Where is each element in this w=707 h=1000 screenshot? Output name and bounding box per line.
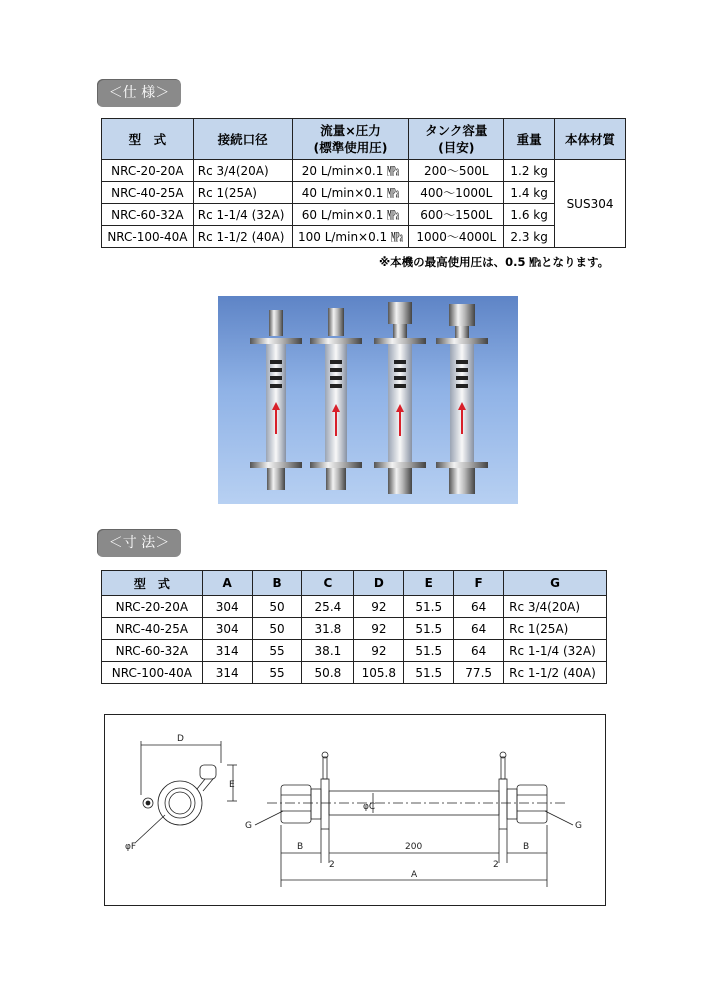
spec-header-tank-line2: (目安) (438, 140, 475, 155)
spec-cell: 600～1500L (409, 204, 504, 226)
label-2-left: 2 (329, 860, 335, 870)
spec-header-tank-line1: タンク容量 (425, 123, 488, 138)
label-b-right: B (523, 842, 530, 852)
dim-header-row (102, 571, 607, 596)
table-row (102, 226, 626, 248)
label-a: A (411, 870, 418, 880)
dim-header-f: F (454, 571, 504, 596)
dim-cell: 64 (454, 618, 504, 640)
table-row (102, 640, 607, 662)
spec-header-weight: 重量 (504, 119, 555, 160)
spec-cell: NRC-40-25A (102, 182, 194, 204)
label-e: E (229, 780, 235, 790)
dim-cell: Rc 1-1/2 (40A) (504, 662, 607, 684)
table-row (102, 662, 607, 684)
dimension-drawing-svg (105, 715, 605, 905)
dim-cell: NRC-100-40A (102, 662, 203, 684)
spec-material-cell: SUS304 (555, 160, 626, 248)
dimension-table (101, 570, 607, 684)
dim-cell: 77.5 (454, 662, 504, 684)
dim-cell: 51.5 (404, 640, 454, 662)
product-photo (218, 296, 518, 504)
spec-cell: Rc 1(25A) (193, 182, 292, 204)
flow-meter-units-illustration (218, 296, 518, 504)
label-c: φC (363, 802, 376, 812)
unit-2 (310, 308, 362, 490)
spec-header-flow-line1: 流量×圧力 (320, 123, 381, 138)
dim-cell: 64 (454, 640, 504, 662)
dim-cell: 31.8 (302, 618, 354, 640)
table-row (102, 596, 607, 618)
clamp-end-view (135, 741, 237, 843)
spec-header-flow (292, 119, 409, 160)
spec-header-material: 本体材質 (555, 119, 626, 160)
spec-cell: 1.2 kg (504, 160, 555, 182)
spec-header-port: 接続口径 (193, 119, 292, 160)
table-row (102, 204, 626, 226)
dim-header-b: B (252, 571, 302, 596)
dim-cell: 92 (354, 640, 404, 662)
dim-cell: 51.5 (404, 618, 454, 640)
dim-cell: 55 (252, 662, 302, 684)
table-row (102, 182, 626, 204)
spec-cell: Rc 1-1/4 (32A) (193, 204, 292, 226)
unit-3 (374, 302, 426, 494)
dim-cell: 50 (252, 618, 302, 640)
spec-header-row (102, 119, 626, 160)
table-row (102, 160, 626, 182)
spec-cell: NRC-60-32A (102, 204, 194, 226)
label-2-right: 2 (493, 860, 499, 870)
dim-cell: 314 (202, 640, 252, 662)
spec-header-tank (409, 119, 504, 160)
dim-cell: NRC-60-32A (102, 640, 203, 662)
unit-4 (436, 304, 488, 494)
dim-header-e: E (404, 571, 454, 596)
spec-cell: 400～1000L (409, 182, 504, 204)
dimension-drawing (104, 714, 606, 906)
label-g-right: G (575, 821, 582, 831)
dim-header-c: C (302, 571, 354, 596)
spec-header-flow-line2: (標準使用圧) (313, 140, 388, 155)
dim-cell: 50 (252, 596, 302, 618)
dim-cell: NRC-40-25A (102, 618, 203, 640)
spec-cell: 60 L/min×0.1 ㎫ (292, 204, 409, 226)
dimension-section-tab: ＜寸 法＞ (97, 529, 181, 557)
dim-cell: 51.5 (404, 596, 454, 618)
table-row (102, 618, 607, 640)
spec-cell: NRC-20-20A (102, 160, 194, 182)
dim-cell: 314 (202, 662, 252, 684)
dim-cell: 92 (354, 618, 404, 640)
dim-cell: 105.8 (354, 662, 404, 684)
dim-header-model: 型 式 (102, 571, 203, 596)
unit-1 (250, 310, 302, 490)
side-view (255, 752, 573, 887)
dim-cell: 64 (454, 596, 504, 618)
spec-cell: 1.4 kg (504, 182, 555, 204)
dim-cell: Rc 3/4(20A) (504, 596, 607, 618)
spec-cell: 100 L/min×0.1 ㎫ (292, 226, 409, 248)
dim-cell: NRC-20-20A (102, 596, 203, 618)
dim-cell: Rc 1(25A) (504, 618, 607, 640)
spec-header-model: 型 式 (102, 119, 194, 160)
dim-cell: 50.8 (302, 662, 354, 684)
dim-header-g: G (504, 571, 607, 596)
label-b-left: B (297, 842, 304, 852)
spec-cell: 2.3 kg (504, 226, 555, 248)
dim-cell: 304 (202, 596, 252, 618)
spec-table (101, 118, 626, 248)
spec-cell: Rc 3/4(20A) (193, 160, 292, 182)
dim-header-a: A (202, 571, 252, 596)
max-pressure-note: ※本機の最高使用圧は、0.5 ㎫となります。 (379, 255, 610, 269)
spec-cell: Rc 1-1/2 (40A) (193, 226, 292, 248)
dim-header-d: D (354, 571, 404, 596)
spec-cell: 20 L/min×0.1 ㎫ (292, 160, 409, 182)
dim-cell: 38.1 (302, 640, 354, 662)
dim-cell: 25.4 (302, 596, 354, 618)
label-f: φF (125, 842, 137, 852)
spec-cell: 200～500L (409, 160, 504, 182)
spec-section-tab: ＜仕 様＞ (97, 79, 181, 107)
label-d: D (177, 734, 184, 744)
dim-cell: Rc 1-1/4 (32A) (504, 640, 607, 662)
dim-cell: 92 (354, 596, 404, 618)
dim-cell: 55 (252, 640, 302, 662)
spec-cell: 1.6 kg (504, 204, 555, 226)
label-200: 200 (405, 842, 423, 852)
dim-cell: 304 (202, 618, 252, 640)
spec-cell: NRC-100-40A (102, 226, 194, 248)
dim-cell: 51.5 (404, 662, 454, 684)
spec-cell: 40 L/min×0.1 ㎫ (292, 182, 409, 204)
spec-cell: 1000～4000L (409, 226, 504, 248)
label-g-left: G (245, 821, 252, 831)
